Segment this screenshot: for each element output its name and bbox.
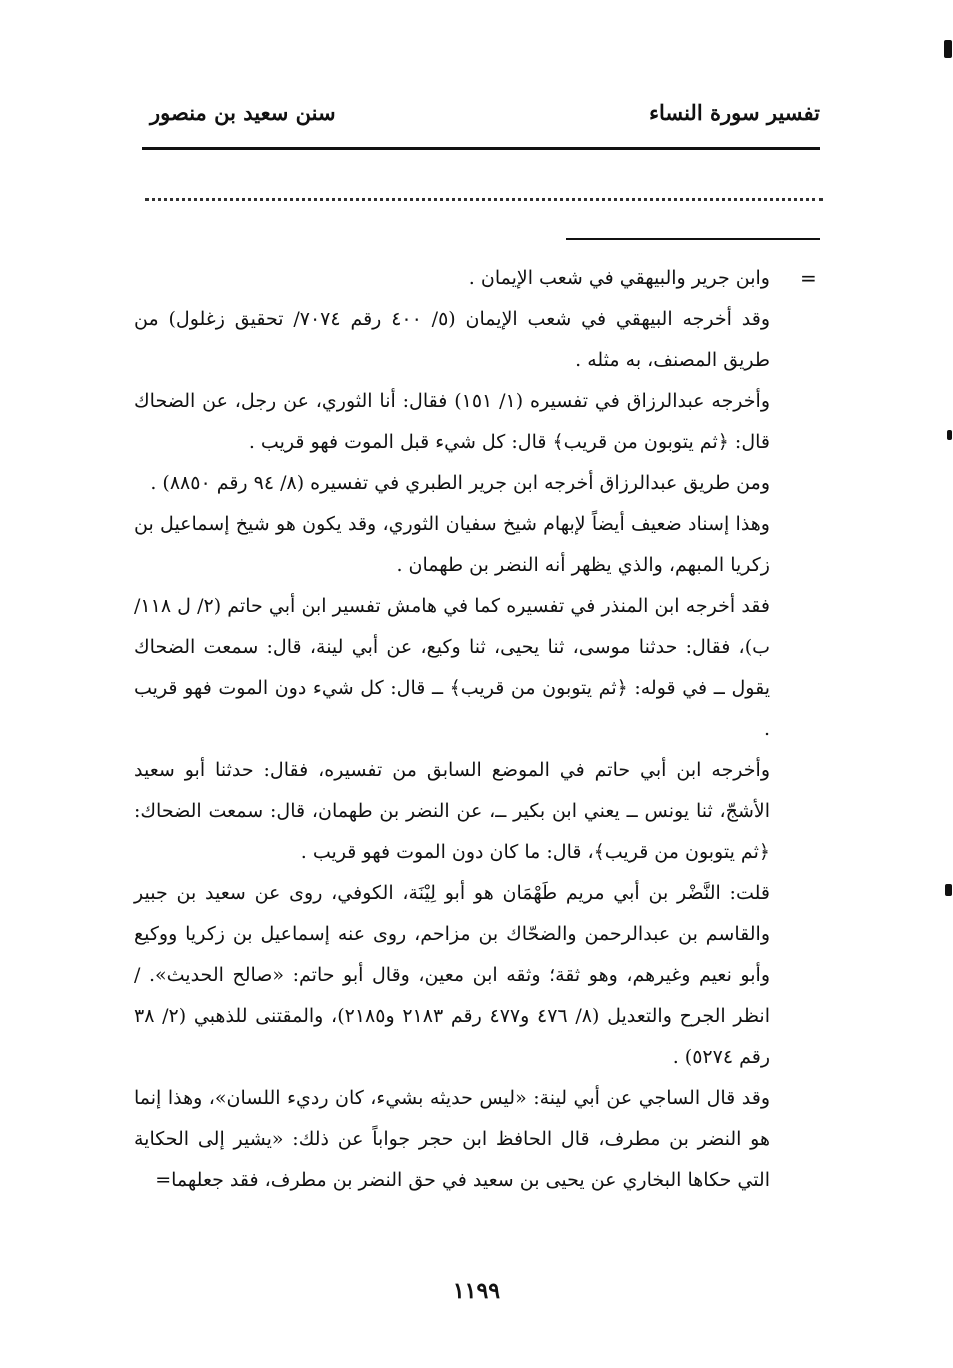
scan-edge-mark [947, 430, 952, 440]
dotted-separator [145, 198, 823, 201]
paragraph: وقد قال الساجي عن أبي لينة: «ليس حديثه بشيء، كان رديء اللسان»، وهذا إنما هو النضر بن مطرف، قال الحافظ ابن حجر جواباً عن ذلك: «يشير إلى الحكاية التي حكاها البخاري عن يحيى بن سعيد في حق النضر بن مطرف، فقد جعلهما= [134, 1087, 770, 1191]
paragraph: قلت: النَّضْر بن أبي مريم طَهْمَان هو أبو لِيْنَة، الكوفي، روى عن سعيد بن جبير والقاسم بن عبدالرحمن والضحّاك بن مزاحم، روى عنه إسماعيل بن زكريا ووكيع وأبو نعيم وغيرهم، وهو ثقة؛ وثقه ابن معين، وقال أبو حاتم: «صالح الحديث». / انظر الجرح والتعديل (٨/ ٤٧٦ و٤٧٧ رقم ٢١٨٣ و٢١٨٥)، والمقتنى للذهبي (٢/ ٣٨ رقم ٥٢٧٤) . [134, 882, 770, 1068]
footnote-rule [566, 238, 820, 240]
page-number: ١١٩٩ [452, 1278, 501, 1304]
paragraph: وابن جرير والبيهقي في شعب الإيمان . [468, 267, 770, 289]
scan-edge-mark [944, 40, 952, 58]
scan-edge-mark [945, 884, 952, 896]
paragraph: وأخرجه ابن أبي حاتم في الموضع السابق من تفسيره، فقال: حدثنا أبو سعيد الأشجّ، ثنا يونس ــ يعني ابن بكير ــ، عن النضر بن طهمان، قال: سمعت الضحاك: ﴿ثم يتوبون من قريب﴾، قال: ما كان دون الموت فهو قريب . [134, 759, 770, 863]
continuation-marker: = [800, 266, 817, 290]
paragraph: وقد أخرجه البيهقي في شعب الإيمان (٥/ ٤٠٠ رقم ٧٠٧٤/ تحقيق زغلول) من طريق المصنف، به مثله . [134, 308, 770, 371]
book-title: سنن سعيد بن منصور [150, 100, 336, 125]
paragraph: ومن طريق عبدالرزاق أخرجه ابن جرير الطبري في تفسيره (٨/ ٩٤ رقم ٨٨٥٠) . [150, 472, 770, 494]
paragraph: وأخرجه عبدالرزاق في تفسيره (١/ ١٥١) فقال: أنا الثوري، عن رجل، عن الضحاك قال: ﴿ثم يتوبون من قريب﴾ قال: كل شيء قبل الموت فهو قريب . [134, 390, 770, 453]
paragraph: فقد أخرجه ابن المنذر في تفسيره كما في هامش تفسير ابن أبي حاتم (٢/ ل ١١٨/ ب)، فقال: حدثنا موسى، ثنا يحيى، ثنا وكيع، عن أبي لينة، قال: سمعت الضحاك يقول ــ في قوله: ﴿ثم يتوبون من قريب﴾ ــ قال: كل شيء دون الموت فهو قريب . [134, 595, 770, 740]
paragraph: وهذا إسناد ضعيف أيضاً لإبهام شيخ سفيان الثوري، وقد يكون هو شيخ إسماعيل بن زكريا المبهم، والذي يظهر أنه النضر بن طهمان . [134, 513, 770, 576]
running-header [142, 100, 820, 134]
chapter-title: تفسير سورة النساء [649, 100, 820, 125]
footnote-text [134, 258, 770, 1201]
header-rule [142, 147, 820, 150]
